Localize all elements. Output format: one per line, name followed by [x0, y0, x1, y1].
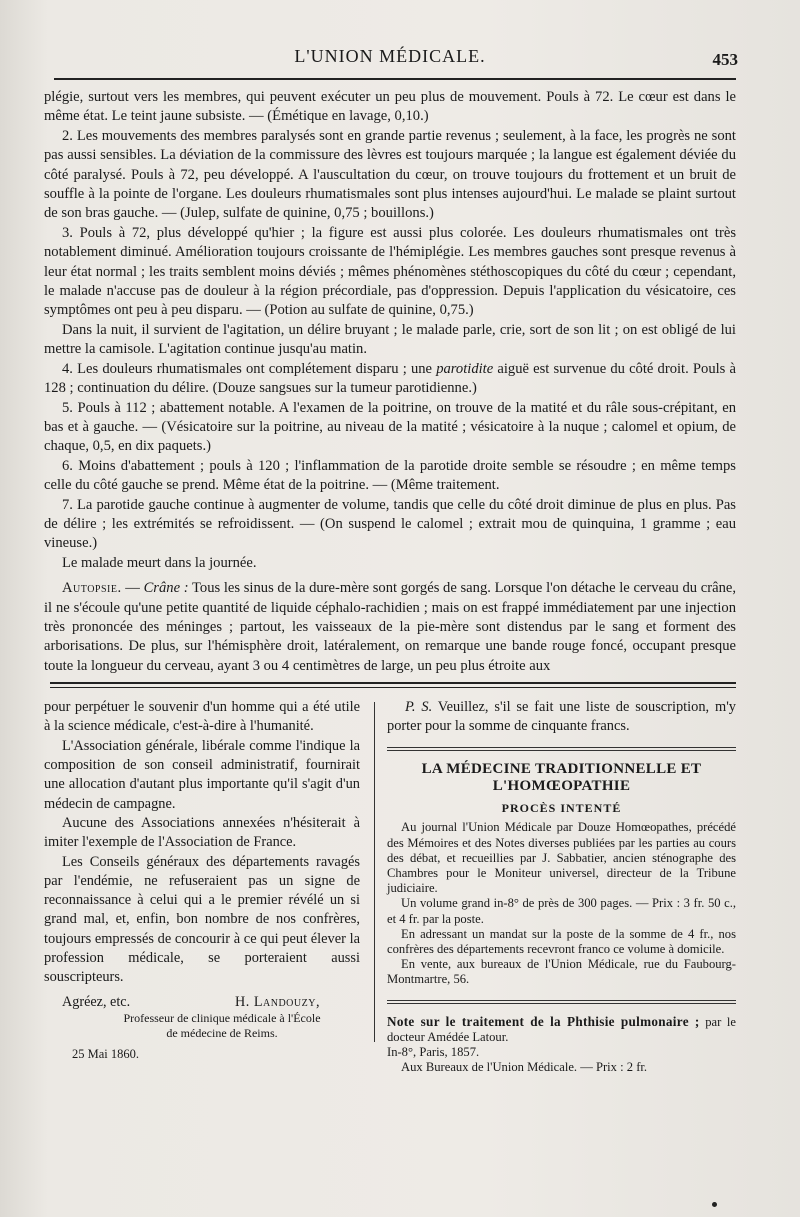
paragraph [44, 360, 736, 399]
ad-paragraph: Un volume grand in-8° de près de 300 pages. — Prix : 3 fr. 50 c., et 4 fr. par la poste. [387, 896, 736, 926]
note-format: In-8°, Paris, 1857. [387, 1045, 480, 1060]
paragraph: Dans la nuit, il survient de l'agitation, un délire bruyant ; le malade parle, crie, sort de son lit ; on est obligé de lui mettre la camisole. L'agitation continue jusqu'au matin. [44, 321, 736, 358]
signature-row [44, 994, 360, 1011]
autopsy-paragraph [44, 579, 736, 676]
signature-title [44, 1011, 360, 1041]
paragraph: L'Association générale, libérale comme l'indique la composition de son conseil administratif, fournirait une allocation d'autant plus importante qu'il s'agit d'un médecin de campagne. [44, 737, 360, 812]
ad-paragraph: En vente, aux bureaux de l'Union Médicale, rue du Faubourg-Montmartre, 56. [387, 957, 736, 987]
ink-dot [712, 1202, 717, 1207]
crane-label: Crâne : [143, 580, 189, 597]
emphasis: parotidite [436, 360, 494, 377]
two-columns [44, 698, 736, 1075]
paragraph: Le malade meurt dans la journée. [62, 554, 257, 571]
ad-subtitle: PROCÈS INTENTÉ [501, 801, 622, 816]
section-divider [50, 682, 736, 688]
postscript [387, 698, 736, 735]
note-sale: Aux Bureaux de l'Union Médicale. — Prix : 2 fr. [401, 1060, 648, 1075]
ad-title: LA MÉDECINE TRADITIONNELLE ET L'HOMŒOPATHIE [421, 761, 702, 795]
left-column [44, 698, 374, 1075]
signature: H. Landouzy, [235, 993, 320, 1010]
signature-title-line: Professeur de clinique médicale à l'École [123, 1010, 321, 1025]
text-run: — [121, 580, 144, 597]
paragraph: Aucune des Associations annexées n'hésiterait à imiter l'exemple de l'Association de France. [44, 814, 360, 851]
main-text [44, 88, 736, 676]
running-title: L'UNION MÉDICALE. [294, 46, 486, 66]
closing: Agréez, etc. [62, 993, 131, 1010]
ad-paragraph: En adressant un mandat sur la poste de la somme de 4 fr., nos confrères des départements recevront franco ce volume à domicile. [387, 926, 736, 956]
letter-date: 25 Mai 1860. [72, 1046, 140, 1061]
note-title: Note sur le traitement de la Phthisie pulmonaire ; [387, 1013, 700, 1029]
header-rule [54, 78, 736, 80]
paragraph: plégie, surtout vers les membres, qui peuvent exécuter un peu plus de mouvement. Pouls à 72. Le cœur est dans le même état. Le teint jaune subsiste. — (Émétique en lavage, 0,10.) [44, 89, 736, 125]
right-column [375, 698, 736, 1075]
autopsy-label: Autopsie. [62, 580, 122, 597]
divider [387, 747, 736, 751]
ad-paragraph: Au journal l'Union Médicale par Douze Homœopathes, précédé des Mémoires et des Notes diverses publiées par les parties au cours des débat, et recueillies par J. Sabbatier, ancien sténographe des Chambres pour le Moniteur universel, directeur de la Tribune judiciaire. [387, 820, 736, 896]
text-run: aiguë est survenue du côté droit. Pouls à 128 ; continuation du délire. (Douze sangsues sur la tumeur parotidienne.) [44, 360, 736, 397]
paragraph: 3. Pouls à 72, plus développé qu'hier ; la figure est aussi plus colorée. Les douleurs rhumatismales ont très notablement diminué. Amélioration toujours croissante de l'hémiplégie. Les membres gauches sont presque revenus à leur état normal ; les traits semblent moins déviés ; mêmes phénomènes stéthoscopiques du côté du cœur ; cependant, le malade n'accuse pas de douleur à la région précordiale, pas d'oppression. Depuis l'application du vésicatoire, ces symptômes ont peu à peu disparu. — (Potion au sulfate de quinine, 0,75.) [44, 224, 736, 319]
page-header [44, 44, 736, 72]
note-author: par le docteur Amédée Latour. [387, 1014, 737, 1044]
text-run: 4. Les douleurs rhumatismales ont complétement disparu ; une [62, 360, 437, 377]
divider [387, 1000, 736, 1004]
signature-title-line: de médecine de Reims. [166, 1025, 278, 1040]
text-run: Tous les sinus de la dure-mère sont gorgés de sang. Lorsque l'on détache le cerveau du crâne, il ne s'écoule qu'une petite quantité de liquide céphalo-rachidien ; mais on est frappé immédiatement par une injection très prononcée des méninges ; partout, les vaisseaux de la pie-mère sont distendus par le sang et forment des arborisations. De plus, sur l'hémisphère droit, latéralement, on remarque une bande rouge foncé, occupant presque toute la longueur du cerveau, ayant 3 ou 4 centimètres de large, un peu plus étroite aux [44, 580, 737, 674]
note-ad [387, 1014, 736, 1045]
paragraph: 7. La parotide gauche continue à augmenter de volume, tandis que celle du côté droit diminue de plus en plus. Pas de délire ; les extrémités se refroidissent. — (On suspend le calomel ; extrait mou de quinquina, 1 gramme ; eau vineuse.) [44, 496, 736, 552]
paragraph: 2. Les mouvements des membres paralysés sont en grande partie revenus ; seulement, à la face, les progrès ne sont pas aussi sensibles. La déviation de la commissure des lèvres est toujours marquée ; la langue est également déviée du côté paralysé. Pouls à 72, peu développé. A l'auscultation du cœur, on trouve toujours du frottement et un bruit de souffle à la pointe de l'organe. Les douleurs rhumatismales sont plus intenses aujourd'hui. Le malade se plaint surtout de son bras gauche. — (Julep, sulfate de quinine, 0,75 ; bouillons.) [44, 127, 736, 222]
paragraph: 6. Moins d'abattement ; pouls à 120 ; l'inflammation de la parotide droite semble se résoudre ; en même temps celle du côté gauche se prend. Même état de la poitrine. — (Même traitement. [44, 457, 736, 494]
paragraph: 5. Pouls à 112 ; abattement notable. A l'examen de la poitrine, on trouve de la matité et du râle sous-crépitant, en bas et à gauche. — (Vésicatoire sur la poitrine, au niveau de la matité ; vésicatoire à la nuque ; calomel et opium, de chaque, 0,5, en dix paquets.) [44, 399, 736, 455]
ps-label: P. S. [405, 699, 433, 716]
page-number: 453 [712, 50, 738, 69]
ps-text: Veuillez, s'il se fait une liste de souscription, m'y porter pour la somme de cinquante francs. [387, 699, 736, 734]
paragraph: Les Conseils généraux des départements ravagés par l'endémie, ne refuseraient pas un signe de reconnaissance à celui qui a le premier révélé un si grand mal, et, enfin, bon nombre de nos confrères, toujours empressés de concourir à ce qui peut élever la profession médicale, se porteraient aussi souscripteurs. [44, 853, 360, 986]
paragraph: pour perpétuer le souvenir d'un homme qui a été utile à la science médicale, c'est-à-dire à l'humanité. [44, 699, 360, 735]
